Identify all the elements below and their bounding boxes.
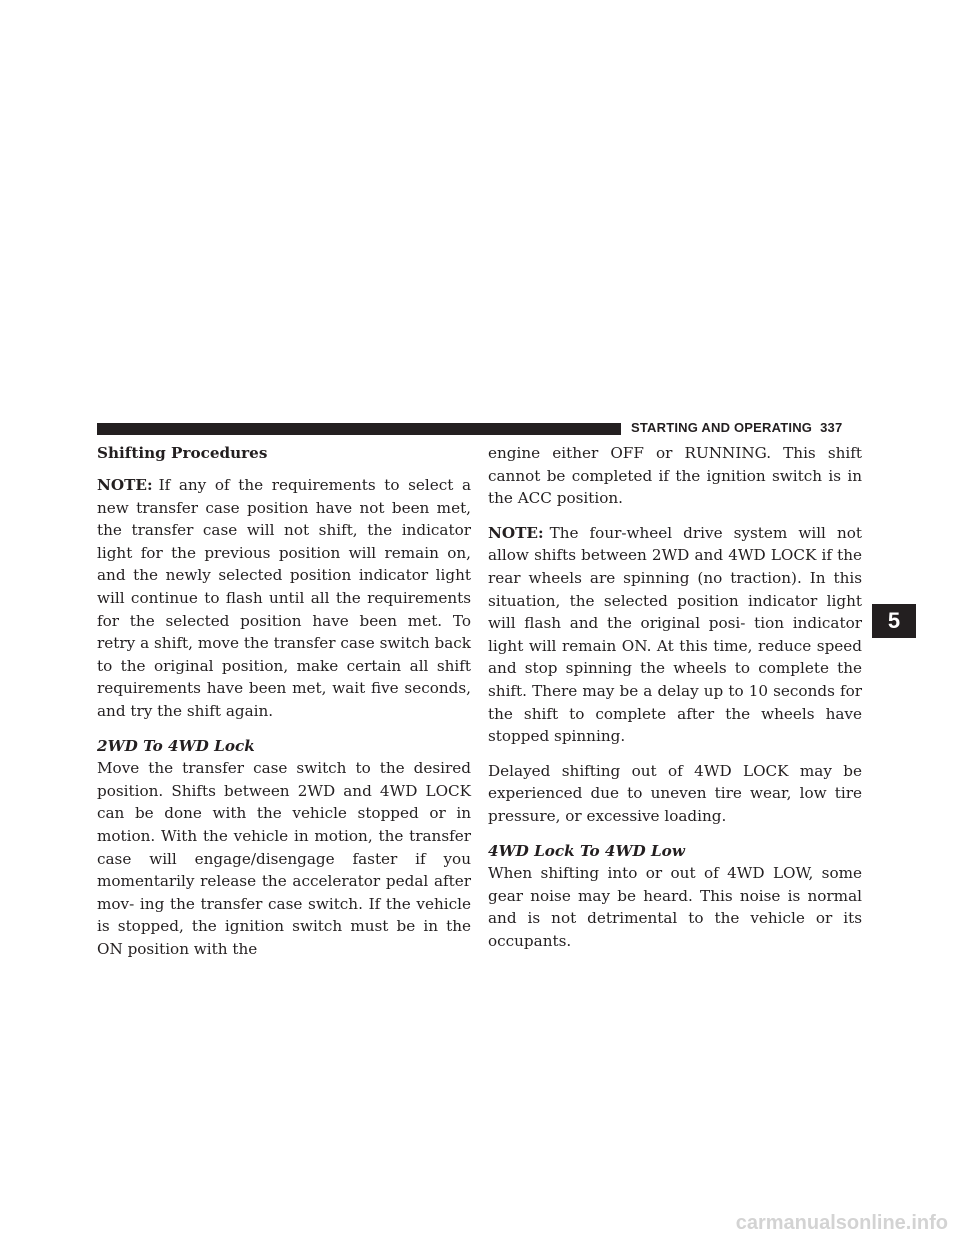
continuation-paragraph: engine either OFF or RUNNING. This shift cannot be completed if the ignition switch is in the ACC position. — [488, 444, 862, 508]
body-paragraph: Delayed shifting out of 4WD LOCK may be experienced due to uneven tire wear, low tire pressure, or excessive loading. — [488, 761, 862, 825]
chapter-tab: 5 — [872, 604, 916, 638]
header-rule — [97, 423, 621, 435]
note-paragraph — [97, 474, 471, 723]
section-title: STARTING AND OPERATING — [631, 420, 813, 435]
page-number: 337 — [820, 420, 843, 435]
body-paragraph-2: When shifting into or out of 4WD LOW, some gear noise may be heard. This noise is normal and is not detrimental to the vehicle or its occupants. — [488, 864, 862, 950]
note-paragraph — [488, 522, 862, 748]
watermark: carmanualsonline.info — [735, 1212, 948, 1234]
subsection-heading: 2WD To 4WD Lock — [97, 736, 255, 755]
left-column — [97, 442, 471, 972]
note-text: If any of the requirements to select a new transfer case position have not been met, the transfer case will not shift, the indicator light for the previous position will remain on, and the newly selected position indicator light will continue to flash until all the requirements for the selected position have been met. To retry a shift, move the transfer case switch back to the original position, make certain all shift requirements have been met, wait five seconds, and try the shift again. — [97, 476, 471, 720]
body-paragraph: Move the transfer case switch to the desired position. Shifts between 2WD and 4WD LOCK can be done with the vehicle stopped or in motion. With the vehicle in motion, the transfer case will engage/disengage faster if you momentarily release the accelerator pedal after mov- ing the transfer case switch. If the vehicle is stopped, the ignition switch must be in the ON position with the — [97, 759, 471, 958]
note-label: NOTE: — [97, 476, 153, 494]
note-text: The four-wheel drive system will not allow shifts between 2WD and 4WD LOCK if the rear wheels are spinning (no traction). In this situation, the selected position indicator light will flash and the original posi- tion indicator light will remain ON. At this time, reduce speed and stop spinning the wheels to complete the shift. There may be a delay up to 10 seconds for the shift to complete after the wheels have stopped spinning. — [488, 523, 862, 746]
subsection-heading: 4WD Lock To 4WD Low — [488, 841, 685, 860]
section-heading: Shifting Procedures — [97, 444, 268, 462]
right-column — [488, 442, 862, 964]
running-header — [631, 420, 842, 435]
note-label: NOTE: — [488, 523, 544, 542]
